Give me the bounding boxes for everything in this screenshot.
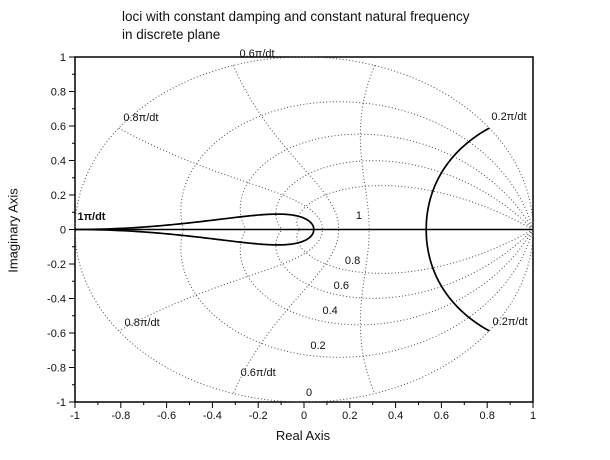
natural-frequency-label: 0.8π/dt [123,112,159,125]
natural-frequency-label: 1π/dt [77,211,106,224]
x-tick-label: 1 [529,410,537,422]
constant-damping-locus-zeta-0.6 [276,161,533,230]
constant-damping-locus-zeta-0.8 [297,230,533,274]
y-tick-label: 0.8 [50,86,66,99]
constant-damping-locus-zeta-0.4 [240,134,533,229]
x-tick-label: -0.6 [157,410,177,422]
x-tick-label: -0.4 [202,410,222,422]
constant-damping-locus-zeta-0.4 [240,230,533,325]
damping-ratio-label: 0.2 [310,340,326,353]
y-tick-label: 0.6 [50,121,66,133]
x-tick-label: 0.6 [433,410,450,422]
damping-ratio-label: 0.6 [333,280,349,293]
y-axis-title: Imaginary Axis [5,188,21,273]
y-tick-label: -0.4 [47,293,66,306]
constant-damping-locus-zeta-0.2 [181,230,533,358]
x-tick-label: 0.8 [479,410,495,422]
x-axis-title: Real Axis [275,428,331,443]
x-tick-label: -1 [70,410,80,422]
natural-frequency-label: 0.6π/dt [240,367,276,380]
damping-ratio-label: 0 [305,387,313,400]
damping-ratio-label: 1 [355,210,363,223]
y-tick-label: -0.6 [47,328,66,340]
natural-frequency-label: 0.2π/dt [491,111,527,124]
y-tick-label: 0.4 [50,155,66,168]
x-tick-label: -0.2 [248,410,268,422]
y-tick-label: -0.2 [47,259,66,271]
x-tick-label: 0.2 [342,410,358,422]
y-tick-label: 1 [59,52,66,64]
chart-title-line1: loci with constant damping and constant natural frequency [122,9,470,24]
y-tick-label: -0.8 [47,362,66,375]
y-tick-label: 0.2 [50,190,66,202]
damping-ratio-label: 0.4 [322,305,338,318]
y-tick-label: 0 [59,224,66,237]
damping-ratio-label: 0.8 [344,255,361,268]
constant-damping-locus-zeta-0.8 [297,186,533,230]
chart-title-line2: in discrete plane [122,27,221,42]
x-tick-label: 0 [300,410,308,422]
x-tick-label: 0.4 [387,410,404,422]
natural-frequency-label: 0.8π/dt [124,316,160,329]
x-tick-label: -0.8 [111,410,131,422]
constant-damping-locus-zeta-0.6 [276,230,533,299]
natural-frequency-label: 0.2π/dt [492,315,528,328]
natural-frequency-label: 0.6π/dt [239,47,275,60]
y-tick-label: -1 [56,397,66,409]
